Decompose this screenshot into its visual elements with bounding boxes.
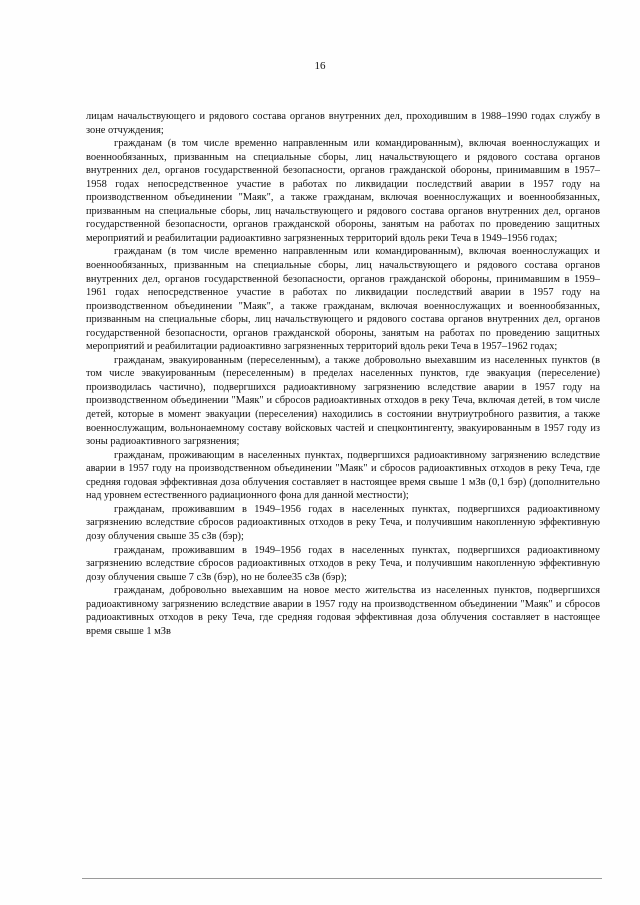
paragraph-2: гражданам (в том числе временно направленным или командированным), включая военнослужащих и военнообязанных, призванным на специальные сборы, лиц начальствующего и рядового состава органов внутренних дел, органов государственной безопасности, органов гражданской обороны, принимавшим в 1957–1958 годах непосредственное участие в работах по ликвидации последствий аварии в 1957 году на производственном объединении "Маяк", а также гражданам, включая военнослужащих и военнообязанных, призванным на специальные сборы, лиц начальствующего и рядового состава органов внутренних дел, органов государственной безопасности, органов гражданской обороны, занятым на работах по проведению защитных мероприятий и реабилитации радиоактивно загрязненных территорий вдоль реки Теча в 1949–1956 годах; <box>86 138 600 244</box>
paragraph-1: лицам начальствующего и рядового состава органов внутренних дел, проходившим в 1988–1990 годах службу в зоне отчуждения; <box>86 111 600 136</box>
paragraph-7: гражданам, проживавшим в 1949–1956 годах в населенных пунктах, подвергшихся радиоактивному загрязнению вследствие сбросов радиоактивных отходов в реку Теча, и получившим накопленную эффективную дозу облучения свыше 7 сЗв (бэр), но не более35 сЗв (бэр); <box>86 544 600 583</box>
document-body <box>86 110 600 638</box>
paragraph-3: гражданам (в том числе временно направленным или командированным), включая военнослужащих и военнообязанных, призванным на специальные сборы, лиц начальствующего и рядового состава органов внутренних дел, органов государственной безопасности, органов гражданской обороны, принимавшим в 1959–1961 годах непосредственное участие в работах по ликвидации последствий аварии в 1957 году на производственном объединении "Маяк", а также гражданам, включая военнослужащих и военнообязанных, призванным на специальные сборы, лиц начальствующего и рядового состава органов внутренних дел, органов государственной безопасности, органов гражданской обороны, занятым на работах по проведению защитных мероприятий и реабилитации радиоактивно загрязненных территорий вдоль реки Теча в 1957–1962 годах; <box>86 246 600 353</box>
paragraph-6: гражданам, проживавшим в 1949–1956 годах в населенных пунктах, подвергшихся радиоактивному загрязнению вследствие сбросов радиоактивных отходов в реку Теча, и получившим накопленную эффективную дозу облучения свыше 35 сЗв (бэр); <box>86 503 600 542</box>
paragraph-8: гражданам, добровольно выехавшим на новое место жительства из населенных пунктов, подвергшихся радиоактивному загрязнению вследствие аварии в 1957 году на производственном объединении "Маяк" и сбросов радиоактивных отходов в реку Теча, где средняя годовая эффективная доза облучения составляет в настоящее время свыше 1 мЗв <box>86 585 600 637</box>
paragraph-4: гражданам, эвакуированным (переселенным), а также добровольно выехавшим из населенных пунктов (в том числе эвакуированным (переселенным) в пределах населенных пунктов, где эвакуация (переселение) производилась частично), подвергшихся радиоактивному загрязнению вследствие аварии в 1957 году на производственном объединении "Маяк" и сбросов радиоактивных отходов в реку Теча, включая детей, в том числе детей, которые в момент эвакуации (переселения) находились в состоянии внутриутробного развития, а также военнослужащим, вольнонаемному составу войсковых частей и спецконтингенту, эвакуированным в 1957 году из зоны радиоактивного загрязнения; <box>86 354 600 448</box>
paragraph-5: гражданам, проживающим в населенных пунктах, подвергшихся радиоактивному загрязнению вследствие аварии в 1957 году на производственном объединении "Маяк" и сбросов радиоактивных отходов в реку Теча, где средняя годовая эффективная доза облучения составляет в настоящее время свыше 1 мЗв (0,1 бэр) (дополнительно над уровнем естественного радиационного фона для данной местности); <box>86 449 600 502</box>
scan-bottom-edge <box>82 878 602 879</box>
page-number: 16 <box>314 60 326 72</box>
